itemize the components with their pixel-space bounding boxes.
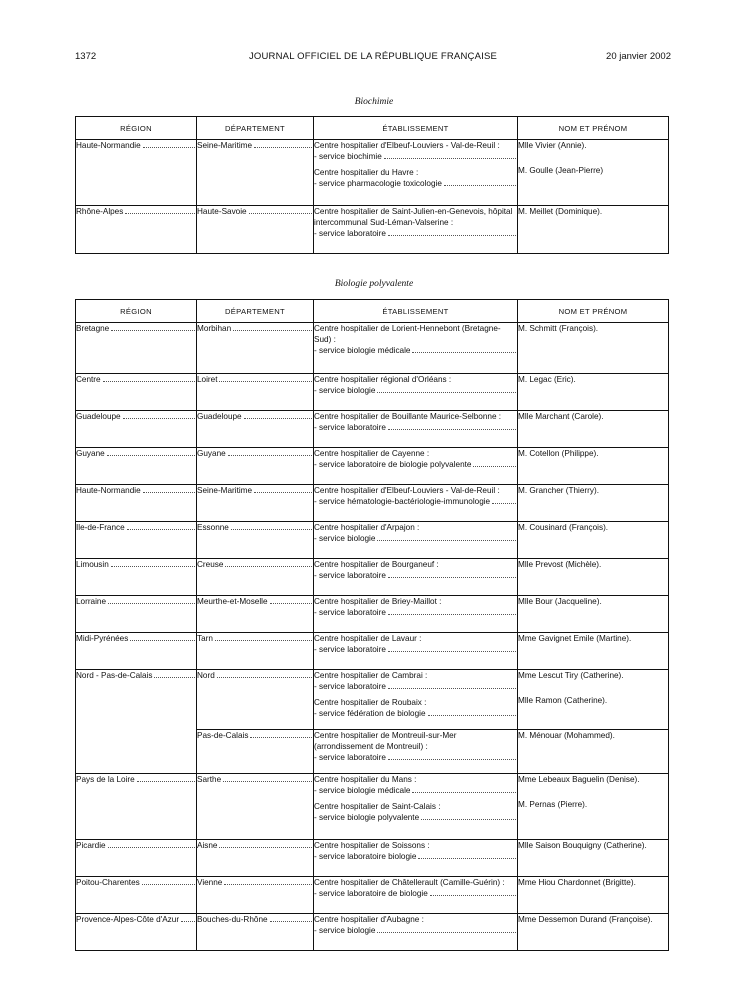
service-line: [314, 925, 517, 936]
region-name-line: [76, 914, 196, 925]
nom-prenom: Mme Dessemon Durand (Françoise).: [518, 915, 653, 924]
departement-name: Creuse: [197, 560, 224, 569]
region-name-line: [76, 633, 196, 644]
table-row: [76, 522, 669, 559]
service-line: [314, 496, 517, 507]
departement-name: Nord: [197, 671, 215, 680]
departement-name: Guadeloupe: [197, 412, 242, 421]
service-name: - service laboratoire: [314, 645, 386, 654]
departement-cell: [197, 485, 314, 522]
nom-prenom: Mme Hiou Chardonnet (Brigitte).: [518, 878, 636, 887]
service-line: [314, 228, 517, 239]
departement-name: Pas-de-Calais: [197, 731, 249, 740]
page-header: [75, 49, 671, 63]
region-name: Provence-Alpes-Côte d'Azur: [76, 915, 180, 924]
region-cell: [76, 522, 197, 559]
region-name-line: [76, 522, 196, 533]
table-biologie-polyvalente: [75, 299, 669, 951]
etablissement-name: Centre hospitalier de Saint-Calais :: [314, 802, 441, 811]
table-row: [76, 140, 669, 206]
departement-name: Guyane: [197, 449, 226, 458]
region-name: Haute-Normandie: [76, 486, 141, 495]
etablissement-cell: [314, 323, 518, 374]
service-name: - service fédération de biologie: [314, 709, 426, 718]
region-cell: [76, 914, 197, 951]
region-name-line: [76, 485, 196, 496]
region-name-line: [76, 877, 196, 888]
region-cell: [76, 374, 197, 411]
departement-cell: [197, 448, 314, 485]
departement-name-line: [197, 670, 313, 681]
region-name-line: [76, 140, 196, 151]
service-line: [314, 385, 517, 396]
service-line: [314, 644, 517, 655]
departement-name: Tarn: [197, 634, 213, 643]
etablissement-block: [314, 914, 517, 936]
col-header-etablissement: ÉTABLISSEMENT: [314, 300, 518, 323]
departement-name: Loiret: [197, 375, 218, 384]
nom-prenom: Mlle Ramon (Catherine).: [518, 696, 608, 705]
service-line: [314, 422, 517, 433]
etablissement-cell: [314, 840, 518, 877]
departement-name-line: [197, 448, 313, 459]
nom-prenom: Mme Lescut Tiry (Catherine).: [518, 671, 624, 680]
region-name: Limousin: [76, 560, 109, 569]
departement-name-line: [197, 522, 313, 533]
etablissement-block: [314, 697, 517, 719]
nom-prenom: Mlle Bour (Jacqueline).: [518, 597, 602, 606]
publication-date: 20 janvier 2002: [606, 50, 671, 62]
section-title-biochimie: Biochimie: [354, 97, 394, 107]
service-name: - service biologie: [314, 386, 376, 395]
table-row: [76, 774, 669, 840]
departement-name: Morbihan: [197, 324, 232, 333]
departement-name: Bouches-du-Rhône: [197, 915, 268, 924]
table-row: [76, 559, 669, 596]
service-line: [314, 533, 517, 544]
departement-cell: [197, 914, 314, 951]
etablissement-cell: [314, 559, 518, 596]
nom-prenom: M. Meillet (Dominique).: [518, 207, 603, 216]
etablissement-name: Centre hospitalier d'Elbeuf-Louviers - Val-de-Reuil :: [314, 141, 500, 150]
nom-cell: [518, 840, 669, 877]
departement-cell: [197, 840, 314, 877]
col-header-region: RÉGION: [76, 300, 197, 323]
etablissement-name: Centre hospitalier de Lavaur :: [314, 634, 422, 643]
region-cell: [76, 774, 197, 840]
departement-cell: [197, 140, 314, 206]
region-cell: [76, 877, 197, 914]
service-name: - service laboratoire: [314, 682, 386, 691]
departement-name: Aisne: [197, 841, 218, 850]
nom-cell: [518, 140, 669, 206]
service-line: [314, 785, 517, 796]
service-name: - service laboratoire: [314, 423, 386, 432]
service-line: [314, 151, 517, 162]
departement-cell: [197, 730, 314, 774]
region-name: Poitou-Charentes: [76, 878, 140, 887]
region-name-line: [76, 448, 196, 459]
etablissement-name: Centre hospitalier de Soissons :: [314, 841, 430, 850]
service-name: - service biologie: [314, 926, 376, 935]
departement-cell: [197, 206, 314, 254]
table-row: [76, 596, 669, 633]
departement-name-line: [197, 140, 313, 151]
etablissement-cell: [314, 485, 518, 522]
departement-cell: [197, 633, 314, 670]
service-name: - service laboratoire: [314, 753, 386, 762]
nom-cell: [518, 485, 669, 522]
etablissement-name: Centre hospitalier de Cayenne :: [314, 449, 430, 458]
etablissement-block: [314, 167, 517, 189]
service-line: [314, 178, 517, 189]
region-name: Ile-de-France: [76, 523, 125, 532]
departement-cell: [197, 522, 314, 559]
etablissement-name: Centre hospitalier du Mans :: [314, 775, 417, 784]
region-name-line: [76, 206, 196, 217]
table-row: [76, 485, 669, 522]
nom-cell: [518, 774, 669, 840]
departement-name: Seine-Maritime: [197, 141, 253, 150]
nom-cell: [518, 633, 669, 670]
etablissement-block: [314, 374, 517, 396]
etablissement-name: Centre hospitalier de Châtellerault (Camille-Guérin) :: [314, 878, 505, 887]
nom-prenom: M. Cousinard (François).: [518, 523, 609, 532]
table-row: [76, 206, 669, 254]
etablissement-block: [314, 448, 517, 470]
etablissement-name: Centre hospitalier d'Arpajon :: [314, 523, 420, 532]
departement-name: Haute-Savoie: [197, 207, 247, 216]
etablissement-name: Centre hospitalier du Havre :: [314, 168, 419, 177]
departement-name-line: [197, 559, 313, 570]
departement-cell: [197, 323, 314, 374]
service-name: - service biochimie: [314, 152, 382, 161]
etablissement-cell: [314, 522, 518, 559]
region-cell: [76, 633, 197, 670]
nom-prenom: Mme Lebeaux Baguelin (Denise).: [518, 775, 640, 784]
region-name: Nord - Pas-de-Calais: [76, 671, 153, 680]
nom-prenom: Mme Gavignet Emile (Martine).: [518, 634, 632, 643]
departement-name: Seine-Maritime: [197, 486, 253, 495]
nom-cell: [518, 914, 669, 951]
etablissement-block: [314, 485, 517, 507]
nom-prenom: Mlle Marchant (Carole).: [518, 412, 604, 421]
etablissement-cell: [314, 877, 518, 914]
etablissement-cell: [314, 374, 518, 411]
etablissement-cell: [314, 633, 518, 670]
nom-prenom: M. Schmitt (François).: [518, 324, 599, 333]
departement-name-line: [197, 877, 313, 888]
region-name: Bretagne: [76, 324, 110, 333]
region-cell: [76, 411, 197, 448]
etablissement-block: [314, 522, 517, 544]
departement-cell: [197, 774, 314, 840]
etablissement-name: Centre hospitalier de Cambrai :: [314, 671, 428, 680]
table-row: [76, 323, 669, 374]
region-name-line: [76, 670, 196, 681]
departement-cell: [197, 559, 314, 596]
region-name: Picardie: [76, 841, 106, 850]
etablissement-block: [314, 559, 517, 581]
service-line: [314, 812, 517, 823]
nom-prenom: Mlle Prevost (Michèle).: [518, 560, 602, 569]
nom-prenom: M. Pernas (Pierre).: [518, 800, 588, 809]
nom-cell: [518, 323, 669, 374]
service-name: - service biologie médicale: [314, 346, 411, 355]
service-name: - service biologie médicale: [314, 786, 411, 795]
nom-cell: [518, 877, 669, 914]
nom-cell: [518, 522, 669, 559]
service-line: [314, 708, 517, 719]
service-line: [314, 345, 517, 356]
etablissement-name: Centre hospitalier de Bourganeuf :: [314, 560, 439, 569]
departement-name-line: [197, 840, 313, 851]
nom-cell: [518, 374, 669, 411]
table-row: [76, 877, 669, 914]
region-cell: [76, 206, 197, 254]
service-line: [314, 851, 517, 862]
etablissement-block: [314, 323, 517, 356]
region-name: Pays de la Loire: [76, 775, 135, 784]
service-name: - service laboratoire biologie: [314, 852, 417, 861]
service-name: - service laboratoire: [314, 608, 386, 617]
departement-name-line: [197, 374, 313, 385]
nom-prenom: M. Ménouar (Mohammed).: [518, 731, 615, 740]
nom-prenom: M. Goulle (Jean-Pierre): [518, 166, 604, 175]
departement-name: Vienne: [197, 878, 223, 887]
departement-name-line: [197, 596, 313, 607]
table-row: [76, 411, 669, 448]
departement-cell: [197, 411, 314, 448]
region-cell: [76, 840, 197, 877]
table-row: [76, 670, 669, 730]
departement-cell: [197, 596, 314, 633]
departement-name: Sarthe: [197, 775, 222, 784]
etablissement-name: Centre hospitalier régional d'Orléans :: [314, 375, 452, 384]
col-header-departement: DÉPARTEMENT: [197, 117, 314, 140]
table-row: [76, 374, 669, 411]
service-name: - service biologie: [314, 534, 376, 543]
region-name: Midi-Pyrénées: [76, 634, 129, 643]
page-number: 1372: [75, 50, 97, 62]
region-name-line: [76, 596, 196, 607]
region-name-line: [76, 840, 196, 851]
departement-name-line: [197, 411, 313, 422]
etablissement-block: [314, 730, 517, 763]
etablissement-block: [314, 633, 517, 655]
departement-name-line: [197, 914, 313, 925]
nom-prenom: Mlle Saison Bouquigny (Catherine).: [518, 841, 647, 850]
service-line: [314, 570, 517, 581]
departement-cell: [197, 374, 314, 411]
etablissement-cell: [314, 914, 518, 951]
nom-cell: [518, 730, 669, 774]
departement-cell: [197, 877, 314, 914]
etablissement-block: [314, 877, 517, 899]
departement-name-line: [197, 485, 313, 496]
region-cell: [76, 323, 197, 374]
region-name: Guadeloupe: [76, 412, 121, 421]
region-name: Centre: [76, 375, 101, 384]
departement-name-line: [197, 774, 313, 785]
etablissement-name: Centre hospitalier de Bouillante Maurice-Selbonne :: [314, 412, 502, 421]
region-name: Lorraine: [76, 597, 107, 606]
table-row: [76, 914, 669, 951]
col-header-region: RÉGION: [76, 117, 197, 140]
region-cell: [76, 559, 197, 596]
col-header-departement: DÉPARTEMENT: [197, 300, 314, 323]
nom-cell: [518, 670, 669, 730]
departement-name-line: [197, 730, 313, 741]
section-title-biologie-polyvalente: Biologie polyvalente: [334, 279, 414, 289]
etablissement-cell: [314, 140, 518, 206]
region-name-line: [76, 559, 196, 570]
etablissement-cell: [314, 596, 518, 633]
service-name: - service laboratoire de biologie polyvalente: [314, 460, 472, 469]
departement-name-line: [197, 206, 313, 217]
etablissement-cell: [314, 206, 518, 254]
departement-cell: [197, 670, 314, 730]
service-name: - service laboratoire: [314, 571, 386, 580]
nom-prenom: M. Legac (Eric).: [518, 375, 576, 384]
table-row: [76, 730, 669, 774]
table-row: [76, 840, 669, 877]
etablissement-cell: [314, 411, 518, 448]
etablissement-block: [314, 140, 517, 162]
nom-cell: [518, 596, 669, 633]
table-biochimie: [75, 116, 669, 254]
nom-cell: [518, 411, 669, 448]
service-line: [314, 681, 517, 692]
service-line: [314, 888, 517, 899]
service-name: - service hématologie-bactériologie-immunologie: [314, 497, 491, 506]
region-cell: [76, 670, 197, 730]
service-name: - service laboratoire de biologie: [314, 889, 428, 898]
table-header-row: [76, 300, 669, 323]
region-cell: [76, 485, 197, 522]
col-header-nom: NOM ET PRÉNOM: [518, 117, 669, 140]
service-line: [314, 752, 517, 763]
col-header-etablissement: ÉTABLISSEMENT: [314, 117, 518, 140]
region-cell: [76, 140, 197, 206]
nom-prenom: Mlle Vivier (Annie).: [518, 141, 587, 150]
etablissement-name: Centre hospitalier de Lorient-Hennebont (Bretagne-Sud) :: [314, 324, 501, 344]
region-cell: [76, 448, 197, 485]
table-header-row: [76, 117, 669, 140]
etablissement-name: Centre hospitalier de Briey-Maillot :: [314, 597, 442, 606]
nom-prenom: M. Grancher (Thierry).: [518, 486, 599, 495]
service-line: [314, 607, 517, 618]
etablissement-block: [314, 840, 517, 862]
etablissement-block: [314, 411, 517, 433]
region-name: Rhône-Alpes: [76, 207, 124, 216]
region-name: Guyane: [76, 449, 105, 458]
region-name-line: [76, 374, 196, 385]
etablissement-name: Centre hospitalier de Montreuil-sur-Mer (arrondissement de Montreuil) :: [314, 731, 457, 751]
etablissement-cell: [314, 774, 518, 840]
nom-cell: [518, 448, 669, 485]
col-header-nom: NOM ET PRÉNOM: [518, 300, 669, 323]
etablissement-block: [314, 596, 517, 618]
etablissement-block: [314, 801, 517, 823]
service-line: [314, 459, 517, 470]
table-row: [76, 448, 669, 485]
departement-name: Essonne: [197, 523, 229, 532]
region-cell: [76, 730, 197, 774]
region-name: Haute-Normandie: [76, 141, 141, 150]
nom-cell: [518, 206, 669, 254]
journal-title: JOURNAL OFFICIEL DE LA RÉPUBLIQUE FRANÇAISE: [248, 50, 498, 62]
service-name: - service laboratoire: [314, 229, 386, 238]
departement-name-line: [197, 323, 313, 334]
etablissement-name: Centre hospitalier de Saint-Julien-en-Genevois, hôpital intercommunal Sud-Léman-Valserine :: [314, 207, 513, 227]
etablissement-block: [314, 206, 517, 239]
region-name-line: [76, 411, 196, 422]
etablissement-name: Centre hospitalier d'Aubagne :: [314, 915, 424, 924]
etablissement-cell: [314, 730, 518, 774]
etablissement-block: [314, 670, 517, 692]
etablissement-block: [314, 774, 517, 796]
etablissement-name: Centre hospitalier de Roubaix :: [314, 698, 427, 707]
etablissement-cell: [314, 670, 518, 730]
service-name: - service pharmacologie toxicologie: [314, 179, 442, 188]
table-row: [76, 633, 669, 670]
region-cell: [76, 596, 197, 633]
etablissement-cell: [314, 448, 518, 485]
nom-prenom: M. Cotellon (Philippe).: [518, 449, 599, 458]
etablissement-name: Centre hospitalier d'Elbeuf-Louviers - Val-de-Reuil :: [314, 486, 500, 495]
departement-name: Meurthe-et-Moselle: [197, 597, 268, 606]
region-name-line: [76, 323, 196, 334]
region-name-line: [76, 774, 196, 785]
departement-name-line: [197, 633, 313, 644]
nom-cell: [518, 559, 669, 596]
service-name: - service biologie polyvalente: [314, 813, 420, 822]
